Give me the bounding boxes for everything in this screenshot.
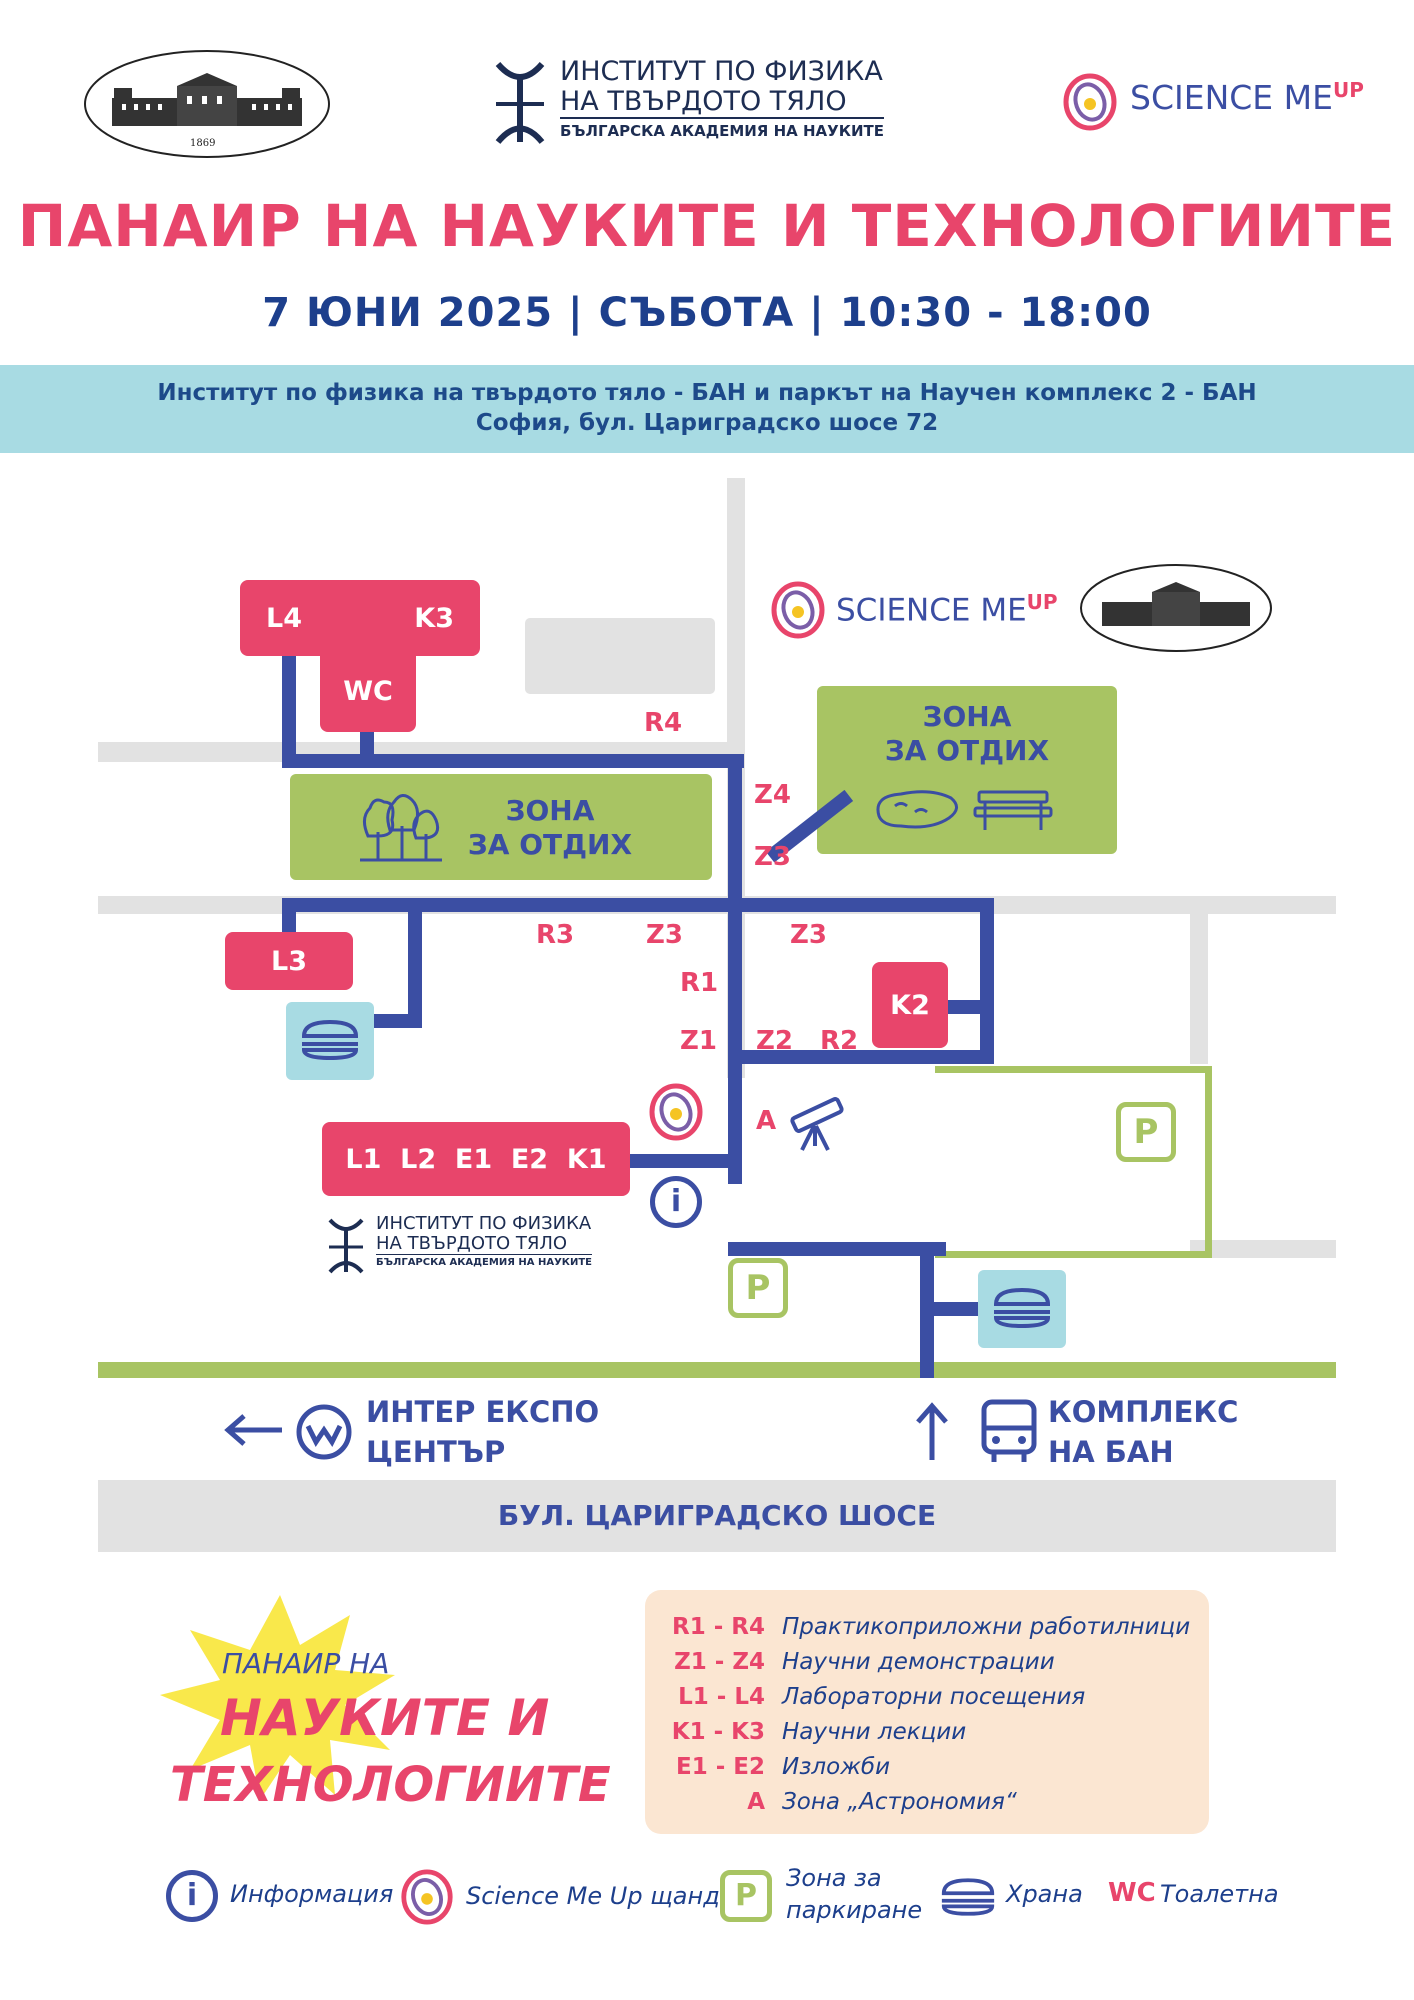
label-l4: L4 bbox=[266, 602, 302, 634]
legend-wc-key: WC bbox=[1108, 1878, 1156, 1908]
path-food-left bbox=[368, 1014, 422, 1028]
label-l1: L1 bbox=[345, 1143, 382, 1175]
institute-name-line1: ИНСТИТУТ ПО ФИЗИКА bbox=[560, 56, 883, 87]
food-icon bbox=[992, 1288, 1052, 1328]
label-z1: Z1 bbox=[680, 1026, 717, 1056]
parking-icon bbox=[720, 1870, 772, 1922]
label-z3-right: Z3 bbox=[790, 920, 827, 950]
label-r2: R2 bbox=[820, 1026, 859, 1056]
legend-wc-label: Тоалетна bbox=[1160, 1880, 1279, 1908]
parking-symbol: P bbox=[1133, 1112, 1159, 1152]
path-food2-right bbox=[920, 1302, 980, 1316]
green-road-line bbox=[98, 1362, 1336, 1378]
nav-left-line2: ЦЕНТЪР bbox=[366, 1435, 506, 1469]
parking-icon bbox=[728, 1258, 788, 1318]
info-icon bbox=[166, 1870, 218, 1922]
food-stand-left bbox=[286, 1002, 374, 1080]
label-r4: R4 bbox=[644, 708, 683, 738]
label-r3: R3 bbox=[536, 920, 575, 950]
bus-icon bbox=[980, 1398, 1038, 1464]
rest-zone-left bbox=[290, 774, 712, 880]
rest-zone-right-line1: ЗОНА bbox=[922, 700, 1012, 733]
path-middle bbox=[282, 898, 994, 912]
bottom-legend bbox=[160, 1862, 1280, 1942]
street-right-vertical bbox=[1190, 914, 1208, 1064]
legend-food-label: Храна bbox=[1006, 1880, 1083, 1908]
rest-zone-right bbox=[817, 686, 1117, 854]
legend-parking-line2: паркиране bbox=[786, 1896, 923, 1924]
building-l3 bbox=[225, 932, 353, 990]
sciencemeup-stand-icon bbox=[646, 1082, 706, 1142]
label-l2: L2 bbox=[400, 1143, 437, 1175]
label-k1: K1 bbox=[566, 1143, 607, 1175]
legend-box bbox=[645, 1590, 1209, 1834]
location-band bbox=[0, 365, 1414, 453]
pond-icon bbox=[871, 786, 961, 832]
food-icon bbox=[940, 1878, 996, 1916]
telescope-icon bbox=[784, 1088, 850, 1154]
label-wc: WC bbox=[343, 675, 393, 707]
legend-value: Научни лекции bbox=[782, 1719, 967, 1745]
map-institute-line3: БЪЛГАРСКА АКАДЕМИЯ НА НАУКИТЕ bbox=[376, 1254, 592, 1268]
badge-line2: НАУКИТЕ И bbox=[220, 1689, 550, 1747]
parking-icon bbox=[1116, 1102, 1176, 1162]
label-z2: Z2 bbox=[756, 1026, 793, 1056]
label-z3-middle: Z3 bbox=[646, 920, 683, 950]
building-grey bbox=[525, 618, 715, 694]
rest-zone-left-line1: ЗОНА bbox=[505, 794, 595, 827]
academy-year: 1869 bbox=[190, 138, 216, 149]
bench-icon bbox=[973, 788, 1053, 834]
label-a: A bbox=[756, 1106, 777, 1136]
path-right-vertical bbox=[980, 898, 994, 1064]
nav-left-line1: ИНТЕР ЕКСПО bbox=[366, 1395, 600, 1429]
badge-line1: ПАНАИР НА bbox=[222, 1647, 390, 1680]
legend-key: Z1 - Z4 bbox=[674, 1649, 765, 1675]
parking-area-outline bbox=[935, 1066, 1212, 1258]
map-sciencemeup-sup: UP bbox=[1026, 590, 1058, 614]
institute-academy-line: БЪЛГАРСКА АКАДЕМИЯ НА НАУКИТЕ bbox=[560, 117, 884, 140]
boulevard bbox=[98, 1480, 1336, 1552]
legend-key: E1 - E2 bbox=[676, 1754, 765, 1780]
label-k3: K3 bbox=[414, 602, 454, 634]
path-bottom-horizontal bbox=[728, 1242, 946, 1256]
trees-icon bbox=[356, 792, 446, 864]
legend-value: Лабораторни посещения bbox=[782, 1684, 1086, 1710]
label-e1: E1 bbox=[454, 1143, 493, 1175]
institute-symbol-icon bbox=[490, 60, 550, 145]
boulevard-label: БУЛ. ЦАРИГРАДСКО ШОСЕ bbox=[497, 1499, 937, 1532]
legend-value: Научни демонстрации bbox=[782, 1649, 1055, 1675]
legend-smu-label: Science Me Up щанд bbox=[466, 1882, 720, 1910]
academy-logo bbox=[82, 48, 332, 160]
path-food-down bbox=[408, 898, 422, 1028]
fair-badge bbox=[150, 1585, 611, 1845]
sciencemeup-sup: UP bbox=[1332, 78, 1364, 102]
legend-info-label: Информация bbox=[230, 1880, 394, 1908]
parking-symbol-legend: P bbox=[735, 1878, 757, 1913]
map bbox=[0, 470, 1414, 1560]
label-l3: L3 bbox=[271, 945, 307, 977]
legend-key: K1 - K3 bbox=[671, 1719, 765, 1745]
sciencemeup-icon bbox=[768, 580, 828, 640]
path-top bbox=[282, 754, 744, 768]
institute-symbol-icon bbox=[326, 1218, 366, 1274]
nav-right-line1: КОМПЛЕКС bbox=[1048, 1395, 1239, 1429]
map-institute-line2: НА ТВЪРДОТО ТЯЛО bbox=[376, 1233, 568, 1254]
page-title: ПАНАИР НА НАУКИТЕ И ТЕХНОЛОГИИТЕ bbox=[17, 192, 1397, 260]
legend-value: Практикоприложни работилници bbox=[782, 1614, 1191, 1640]
info-symbol-legend: i bbox=[186, 1878, 198, 1913]
location-line2: София, бул. Цариградско шосе 72 bbox=[475, 410, 939, 436]
sciencemeup-icon bbox=[1060, 72, 1120, 132]
legend-value: Зона „Астрономия“ bbox=[782, 1789, 1017, 1815]
rest-zone-left-line2: ЗА ОТДИХ bbox=[467, 828, 633, 861]
legend-parking-line1: Зона за bbox=[786, 1864, 882, 1892]
sciencemeup-text: SCIENCE ME bbox=[1130, 78, 1333, 117]
legend-key: L1 - L4 bbox=[678, 1684, 765, 1710]
label-k2: K2 bbox=[890, 989, 930, 1021]
parking-symbol-2: P bbox=[745, 1268, 771, 1308]
label-z4: Z4 bbox=[754, 780, 791, 810]
nav-right-line2: НА БАН bbox=[1048, 1435, 1174, 1469]
institute-logo bbox=[490, 55, 910, 150]
path-l4-down bbox=[282, 650, 296, 768]
path-central-vertical bbox=[728, 754, 742, 1184]
building-l1-k1 bbox=[322, 1122, 630, 1196]
label-z3-upper: Z3 bbox=[754, 842, 791, 872]
map-institute-line1: ИНСТИТУТ ПО ФИЗИКА bbox=[376, 1213, 592, 1234]
path-l1-right bbox=[630, 1154, 742, 1168]
info-icon bbox=[650, 1176, 702, 1228]
metro-icon bbox=[294, 1402, 354, 1462]
info-symbol: i bbox=[670, 1184, 682, 1219]
food-stand-right bbox=[978, 1270, 1066, 1348]
rest-zone-right-line2: ЗА ОТДИХ bbox=[884, 734, 1050, 767]
institute-name-line2: НА ТВЪРДОТО ТЯЛО bbox=[560, 86, 847, 117]
legend-key: R1 - R4 bbox=[672, 1614, 765, 1640]
map-sciencemeup-text: SCIENCE ME bbox=[836, 592, 1027, 629]
map-academy-logo bbox=[1078, 562, 1274, 658]
legend-value: Изложби bbox=[782, 1754, 891, 1780]
event-date: 7 ЮНИ 2025 | СЪБОТА | 10:30 - 18:00 bbox=[262, 290, 1152, 336]
sciencemeup-icon bbox=[398, 1868, 456, 1926]
location-line1: Институт по физика на твърдото тяло - БАН и паркът на Научен комплекс 2 - БАН bbox=[157, 380, 1257, 406]
map-institute-logo bbox=[326, 1214, 646, 1280]
building-wc bbox=[320, 650, 416, 732]
label-r1: R1 bbox=[680, 968, 719, 998]
arrow-up-icon bbox=[912, 1400, 952, 1464]
building-l4-k3 bbox=[240, 580, 480, 656]
label-e2: E2 bbox=[510, 1143, 549, 1175]
arrow-left-icon bbox=[222, 1410, 286, 1450]
legend-key: A bbox=[747, 1789, 765, 1815]
building-k2 bbox=[872, 962, 948, 1048]
path-k2-right bbox=[946, 1000, 994, 1014]
food-icon bbox=[300, 1020, 360, 1060]
badge-line3: ТЕХНОЛОГИИТЕ bbox=[170, 1757, 611, 1813]
